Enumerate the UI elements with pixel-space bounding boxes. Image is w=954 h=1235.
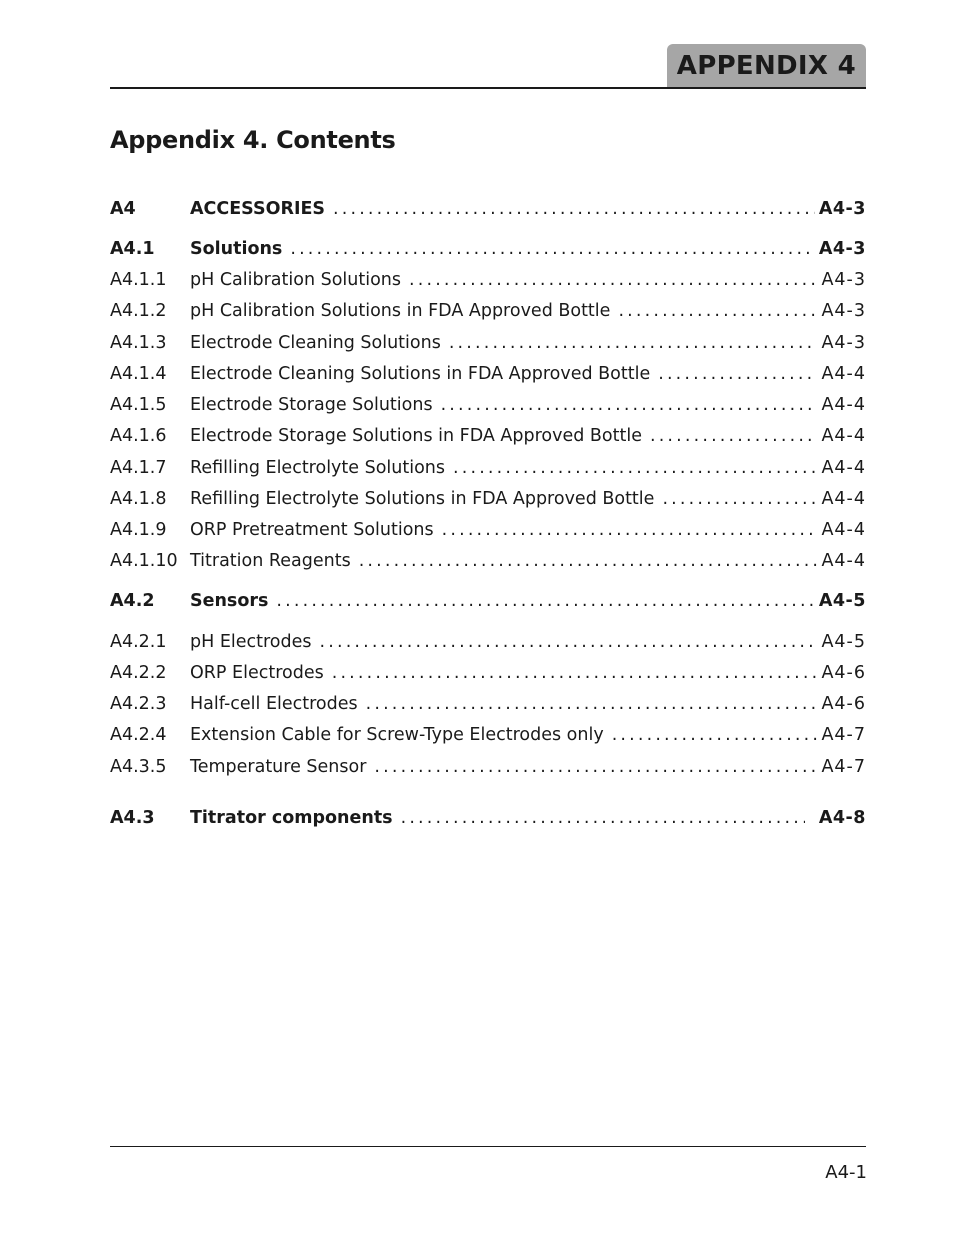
toc-entry[interactable] [110, 725, 866, 747]
toc-entry-page: A4-7 [821, 725, 866, 745]
toc-entry-title: Extension Cable for Screw-Type Electrodes only [190, 725, 604, 745]
toc-entry-title: pH Electrodes [190, 632, 312, 652]
toc-dot-leader [409, 270, 817, 290]
toc-entry[interactable] [110, 551, 866, 573]
toc-entry[interactable] [110, 239, 866, 261]
toc-entry-page: A4-3 [818, 199, 866, 219]
toc-entry[interactable] [110, 489, 866, 511]
toc-entry-title: Electrode Cleaning Solutions [190, 333, 441, 353]
toc-entry-page: A4-4 [821, 426, 866, 446]
toc-entry-title: Electrode Storage Solutions [190, 395, 433, 415]
toc-dot-leader [442, 520, 818, 540]
toc-entry-number: A4.1.1 [110, 270, 167, 290]
toc-entry-page: A4-4 [821, 395, 866, 415]
page-header [110, 44, 866, 89]
toc-entry-number: A4.3 [110, 808, 155, 828]
toc-entry-page: A4-7 [821, 757, 866, 777]
toc-dot-leader [612, 725, 818, 745]
toc-entry[interactable] [110, 270, 866, 292]
toc-dot-leader [662, 489, 817, 509]
toc-entry-page: A4-3 [818, 239, 866, 259]
toc-entry-title: Refilling Electrolyte Solutions [190, 458, 446, 478]
page-title: Appendix 4. Contents [110, 126, 396, 154]
toc-entry-page: A4-3 [821, 301, 866, 321]
toc-entry-number: A4.1.4 [110, 364, 167, 384]
toc-entry-number: A4.1 [110, 239, 155, 259]
toc-entry[interactable] [110, 808, 866, 830]
toc-entry[interactable] [110, 364, 866, 386]
page-number: A4-1 [825, 1162, 867, 1183]
toc-entry-number: A4.1.10 [110, 551, 178, 571]
toc-dot-leader [658, 364, 817, 384]
toc-entry-page: A4-6 [821, 694, 866, 714]
toc-dot-leader [359, 551, 818, 571]
toc-entry-number: A4.2.1 [110, 632, 167, 652]
toc-dot-leader [276, 591, 814, 611]
appendix-tab: APPENDIX 4 [667, 44, 866, 87]
toc-entry-title: Electrode Cleaning Solutions in FDA Approved Bottle [190, 364, 651, 384]
toc-entry-title: Titrator components [190, 808, 393, 828]
toc-entry[interactable] [110, 426, 866, 448]
footer-rule [110, 1146, 866, 1147]
toc-entry-number: A4.2 [110, 591, 155, 611]
toc-entry-title: pH Calibration Solutions [190, 270, 402, 290]
toc-entry-number: A4.1.8 [110, 489, 167, 509]
toc-entry[interactable] [110, 632, 866, 654]
toc-entry-page: A4-5 [821, 632, 866, 652]
toc-entry-page: A4-4 [821, 520, 866, 540]
toc-entry-title: Titration Reagents [190, 551, 351, 571]
toc-entry-title: ORP Pretreatment Solutions [190, 520, 434, 540]
toc-dot-leader [453, 458, 817, 478]
toc-entry-number: A4.1.7 [110, 458, 167, 478]
toc-entry-page: A4-3 [821, 270, 866, 290]
toc-dot-leader [333, 199, 815, 219]
toc-entry[interactable] [110, 395, 866, 417]
toc-entry[interactable] [110, 520, 866, 542]
toc-entry-number: A4.2.2 [110, 663, 167, 683]
toc-entry-title: ACCESSORIES [190, 199, 326, 219]
toc-entry-page: A4-4 [821, 364, 866, 384]
toc-dot-leader [366, 694, 818, 714]
toc-dot-leader [374, 757, 817, 777]
toc-entry-page: A4-5 [818, 591, 866, 611]
toc-dot-leader [650, 426, 817, 446]
toc-entry[interactable] [110, 694, 866, 716]
toc-dot-leader [449, 333, 818, 353]
toc-entry-number: A4.1.6 [110, 426, 167, 446]
toc-entry[interactable] [110, 591, 866, 613]
toc-entry-page: A4-4 [821, 458, 866, 478]
toc-entry[interactable] [110, 333, 866, 355]
header-rule [110, 87, 866, 89]
toc-entry-title: ORP Electrodes [190, 663, 324, 683]
toc-entry-title: Temperature Sensor [190, 757, 367, 777]
toc-dot-leader [290, 239, 814, 259]
toc-entry-number: A4.1.9 [110, 520, 167, 540]
toc-entry-number: A4.1.3 [110, 333, 167, 353]
toc-entry-number: A4.1.2 [110, 301, 167, 321]
toc-entry-number: A4.3.5 [110, 757, 167, 777]
toc-entry-title: Refilling Electrolyte Solutions in FDA Approved Bottle [190, 489, 655, 509]
toc-dot-leader [332, 663, 818, 683]
toc-entry-number: A4 [110, 199, 136, 219]
toc-entry-page: A4-6 [821, 663, 866, 683]
toc-entry-page: A4-8 [818, 808, 866, 828]
toc-entry-number: A4.2.4 [110, 725, 167, 745]
toc-entry[interactable] [110, 757, 866, 779]
toc-entry[interactable] [110, 301, 866, 323]
toc-entry[interactable] [110, 458, 866, 480]
toc-dot-leader [618, 301, 817, 321]
toc-entry-page: A4-4 [821, 489, 866, 509]
toc-entry-title: pH Calibration Solutions in FDA Approved Bottle [190, 301, 611, 321]
toc-entry-title: Solutions [190, 239, 283, 259]
toc-dot-leader [320, 632, 818, 652]
toc-entry-page: A4-3 [821, 333, 866, 353]
toc-entry[interactable] [110, 199, 866, 221]
toc-entry-number: A4.2.3 [110, 694, 167, 714]
toc-entry-title: Electrode Storage Solutions in FDA Approved Bottle [190, 426, 642, 446]
toc-entry-number: A4.1.5 [110, 395, 167, 415]
toc-dot-leader [441, 395, 818, 415]
toc-entry-title: Sensors [190, 591, 269, 611]
toc-entry[interactable] [110, 663, 866, 685]
toc-entry-page: A4-4 [821, 551, 866, 571]
toc-dot-leader [401, 808, 805, 828]
toc-entry-title: Half-cell Electrodes [190, 694, 358, 714]
